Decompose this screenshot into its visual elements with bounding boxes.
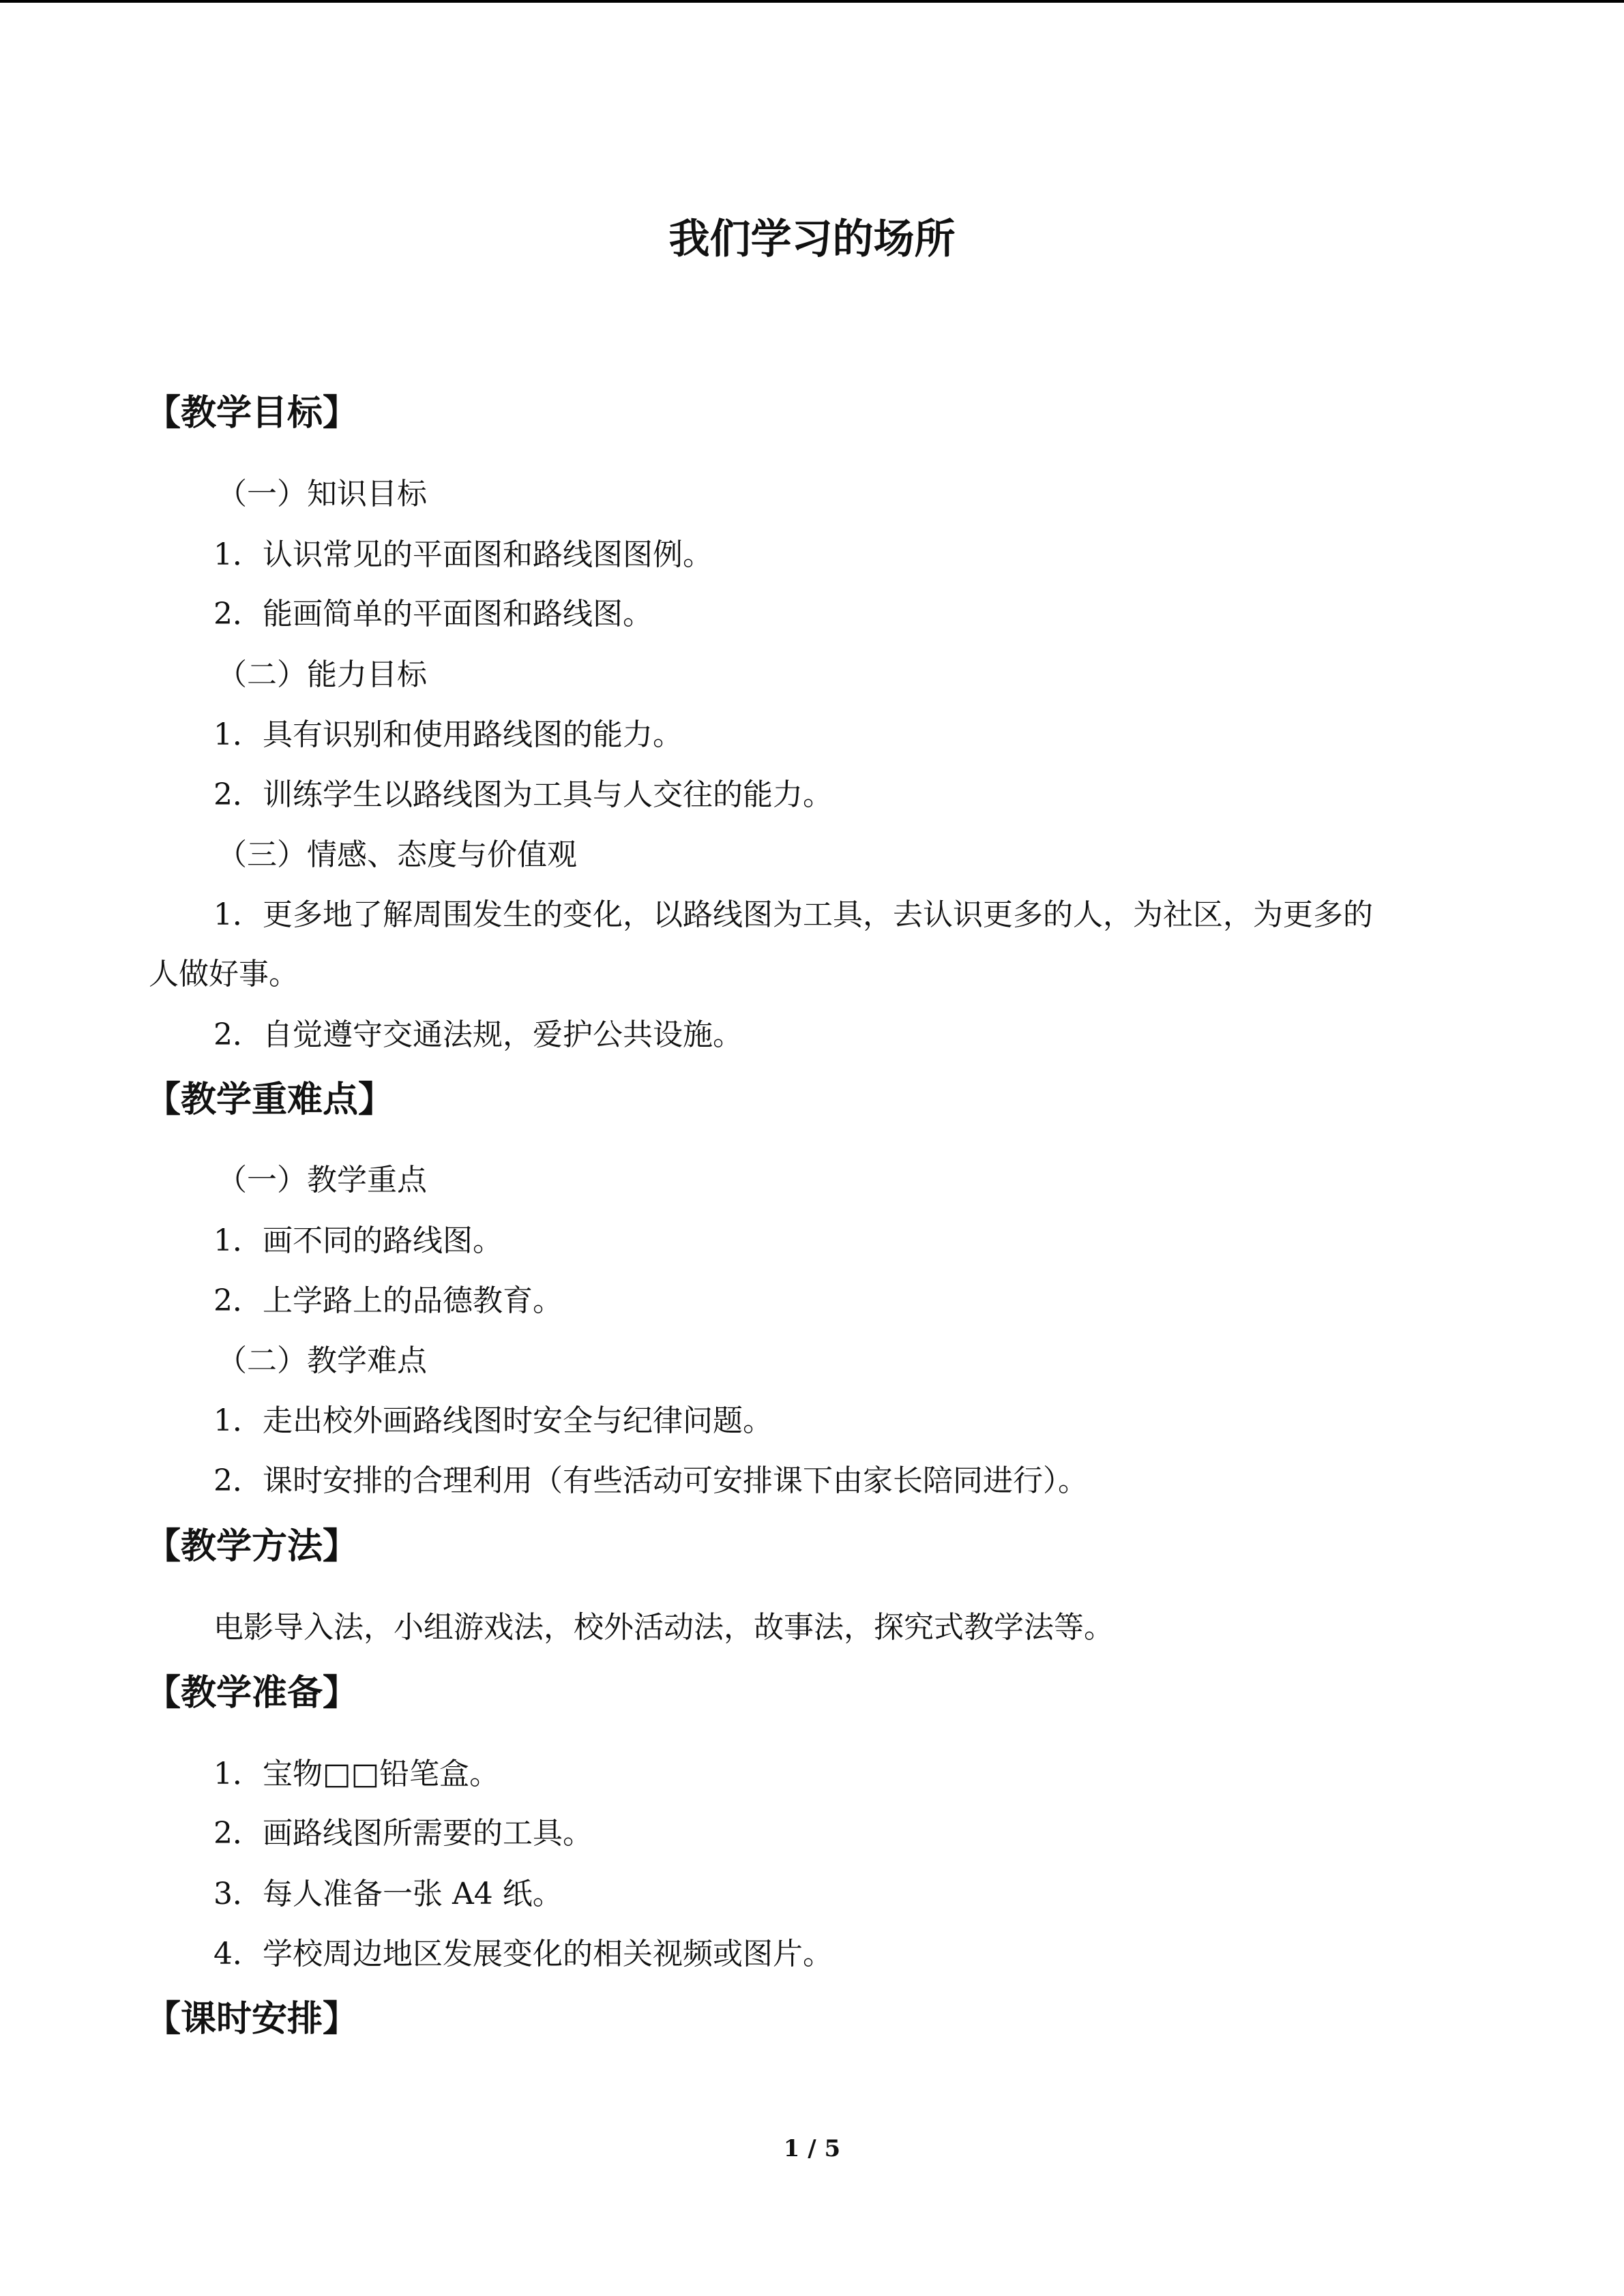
section-heading-teaching-goals: 【教学目标】 — [145, 392, 359, 434]
teaching-methods-text: 电影导入法，小组游戏法，校外活动法，故事法，探究式教学法等。 — [213, 1610, 1114, 1645]
section-heading-class-schedule: 【课时安排】 — [145, 1998, 359, 2040]
attitude-goal-item-1-line-1: 1．更多地了解周围发生的变化，以路线图为工具，去认识更多的人，为社区，为更多的 — [213, 897, 1373, 932]
ability-goal-item-1: 1．具有识别和使用路线图的能力。 — [213, 717, 683, 752]
section-heading-teaching-preparation: 【教学准备】 — [145, 1672, 359, 1714]
preparation-item-3: 3．每人准备一张 A4 纸。 — [213, 1877, 563, 1911]
subheading-teaching-focus: （一）教学重点 — [217, 1163, 427, 1197]
subheading-teaching-difficulties: （二）教学难点 — [217, 1343, 427, 1378]
preparation-item-2: 2．画路线图所需要的工具。 — [213, 1816, 593, 1851]
subheading-attitude-values: （三）情感、态度与价值观 — [217, 837, 577, 872]
subheading-knowledge-goals: （一）知识目标 — [217, 477, 427, 511]
teaching-difficulty-item-2: 2．课时安排的合理利用（有些活动可安排课下由家长陪同进行）。 — [213, 1463, 1088, 1498]
teaching-focus-item-1: 1．画不同的路线图。 — [213, 1223, 503, 1258]
subheading-ability-goals: （二）能力目标 — [217, 657, 427, 692]
attitude-goal-item-1-line-2: 人做好事。 — [149, 957, 299, 992]
attitude-goal-item-2: 2．自觉遵守交通法规，爱护公共设施。 — [213, 1017, 743, 1052]
teaching-focus-item-2: 2．上学路上的品德教育。 — [213, 1283, 563, 1318]
section-heading-key-difficult-points: 【教学重难点】 — [145, 1079, 394, 1120]
knowledge-goal-item-2: 2．能画简单的平面图和路线图。 — [213, 597, 653, 631]
preparation-item-1: 1．宝物□□铅笔盒。 — [213, 1757, 500, 1791]
top-border-line — [0, 0, 1624, 3]
preparation-item-4: 4．学校周边地区发展变化的相关视频或图片。 — [213, 1937, 833, 1971]
knowledge-goal-item-1: 1．认识常见的平面图和路线图图例。 — [213, 537, 713, 572]
section-heading-teaching-methods: 【教学方法】 — [145, 1525, 359, 1567]
teaching-difficulty-item-1: 1．走出校外画路线图时安全与纪律问题。 — [213, 1403, 773, 1438]
ability-goal-item-2: 2．训练学生以路线图为工具与人交往的能力。 — [213, 777, 833, 812]
page-number: 1 / 5 — [783, 2135, 841, 2162]
document-title: 我们学习的场所 — [668, 215, 956, 263]
